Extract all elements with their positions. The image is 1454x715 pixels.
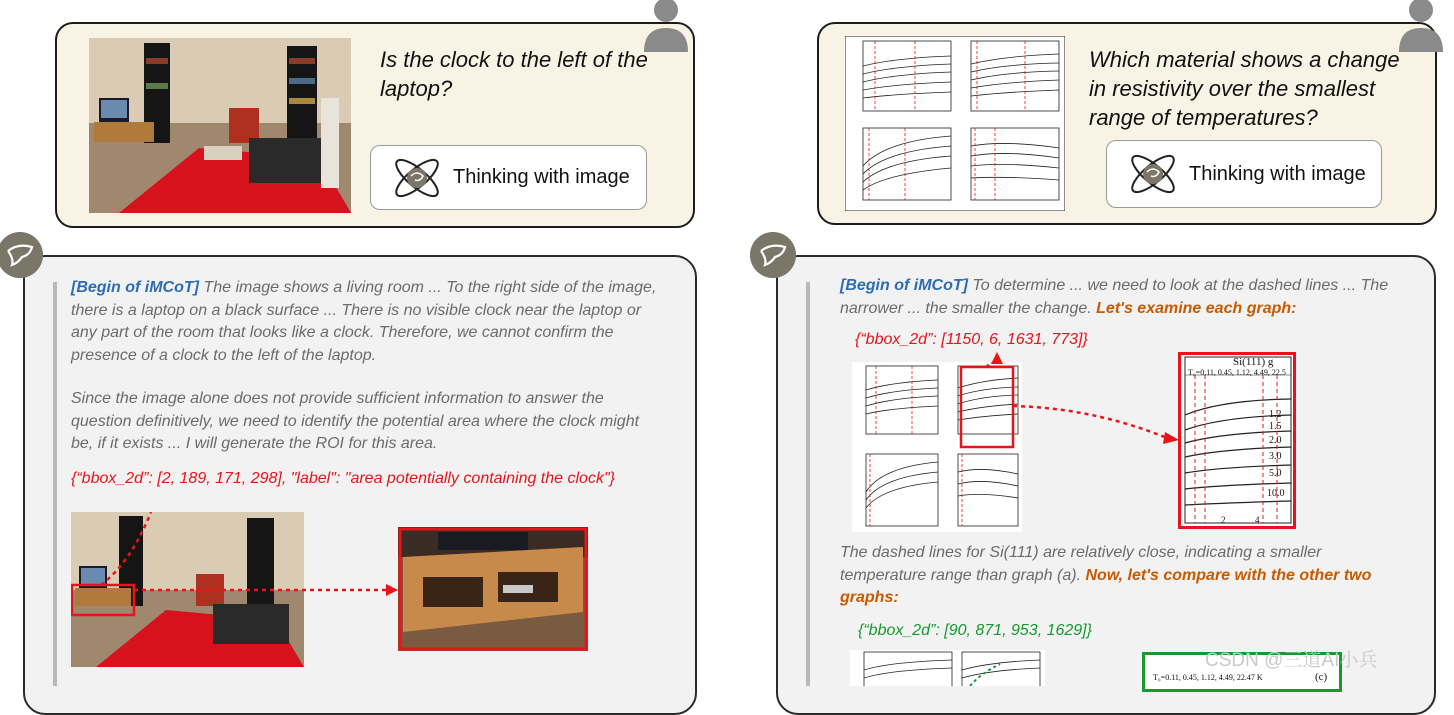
zoom-axis-tick: 4 (1255, 515, 1260, 525)
zoom2-panel-label: (c) (1315, 671, 1328, 683)
cropped-tv-stand-photo (398, 527, 588, 651)
response-divider-right (806, 282, 810, 686)
roi-arrow-right (1013, 400, 1181, 446)
roi-arrow-up-right (985, 350, 1009, 366)
thinking-with-image-button-left[interactable] (370, 145, 647, 210)
thinking-with-image-button-right[interactable] (1106, 140, 1382, 208)
zoom-curve-label: 3.0 (1269, 451, 1282, 462)
thinking-with-image-label-left: Thinking with image (453, 166, 630, 188)
bbox-output-right-2: {“bbox_2d”: [90, 871, 953, 1629]} (858, 622, 1092, 639)
zoom-curve-label: 10.0 (1267, 488, 1285, 499)
zoom-plot-title: Si(111) g (1233, 356, 1274, 368)
zoom-curve-label: 1.2 (1269, 409, 1282, 420)
bbox-output-right-1: {“bbox_2d”: [1150, 6, 1631, 773]} (855, 331, 1088, 348)
atom-brain-icon (389, 154, 445, 202)
reasoning-paragraph-right-1: [Begin of iMCoT] To determine ... we need to look at the dashed lines ... The narrower ... the smaller the change. Let's examine each graph: (840, 277, 1389, 317)
thinking-with-image-label-right: Thinking with image (1189, 162, 1366, 185)
assistant-logo-icon-right (750, 232, 796, 278)
zoom-curve-label: 2.0 (1269, 435, 1282, 446)
resistivity-plots-roi (852, 362, 1022, 532)
response-divider-left (53, 282, 57, 686)
zoom-curve-label: 1.5 (1269, 421, 1282, 432)
question-text-left: Is the clock to the left of the laptop? (380, 47, 648, 101)
reasoning-paragraph-left-2: Since the image alone does not provide sufficient information to answer the question definitively, we need to identify the potential area where the clock might be, if it exists ... I will generate the ROI for this area. (71, 390, 640, 452)
highlight-compare-graphs: Now, let's compare with the other two graphs: (840, 566, 1372, 606)
begin-imcot-tag-left: [Begin of iMCoT] (71, 279, 199, 296)
living-room-photo (89, 38, 351, 213)
resistivity-plots-bottom (850, 650, 1045, 686)
zoom-plot-legend: T₀=0.11, 0.45, 1.12, 4.49, 22.5 (1188, 368, 1286, 377)
reasoning-paragraph-right-2: The dashed lines for Si(111) are relatively close, indicating a smaller temperature range than graph (a). Now, let's compare with the other two graphs: (840, 544, 1372, 606)
resistivity-plots-thumbnail (845, 36, 1065, 211)
roi-arrow-left (134, 580, 400, 600)
zoom-curve-label: 5.0 (1269, 468, 1282, 479)
atom-brain-icon (1125, 150, 1181, 198)
zoomed-si111-plot (1178, 352, 1296, 529)
zoom-axis-tick: 2 (1221, 515, 1226, 525)
reasoning-paragraph-left-1: [Begin of iMCoT] The image shows a living room ... To the right side of the image, there is a laptop on a black surface ... There is no visible clock near the laptop or any part of the room that looks like a clock. Therefore, we cannot confirm the presence of a clock to the left of the laptop. (71, 279, 657, 364)
question-text-right: Which material shows a change in resistivity over the smallest range of temperatures? (1089, 47, 1400, 130)
highlight-examine-graphs: Let's examine each graph: (1096, 299, 1297, 317)
zoom2-plot-legend: T₀=0.11, 0.45, 1.12, 4.49, 22.47 K (1153, 673, 1263, 682)
csdn-watermark: CSDN @三道AI小兵 (1205, 650, 1378, 671)
bbox-output-left: {“bbox_2d”: [2, 189, 171, 298], "label": "area potentially containing the clock"} (71, 470, 615, 487)
begin-imcot-tag-right: [Begin of iMCoT] (840, 277, 968, 294)
